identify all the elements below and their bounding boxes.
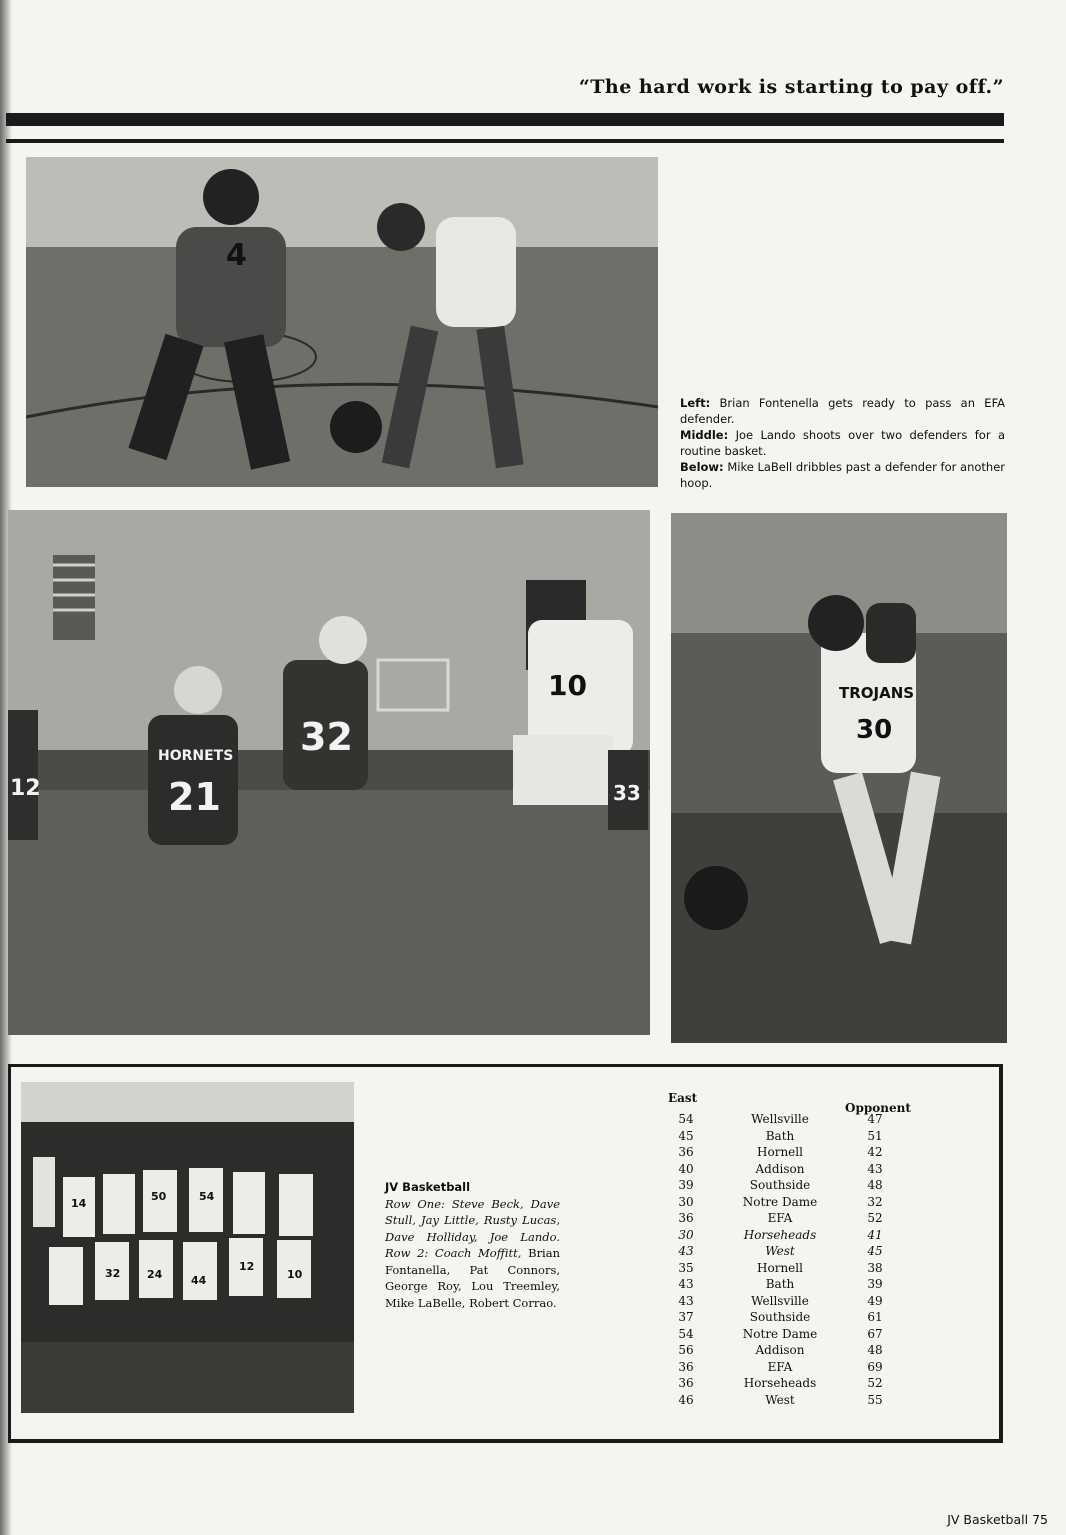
jersey-number-21: 21 <box>168 775 221 819</box>
score-opponent: 48 <box>867 1178 883 1192</box>
score-opponent-name: Addison <box>755 1343 805 1357</box>
jersey-banner-hornets: HORNETS <box>158 748 234 764</box>
score-row <box>650 1243 930 1260</box>
score-opponent: 43 <box>867 1161 883 1176</box>
team-jersey-10: 10 <box>287 1268 303 1281</box>
photo-middle-lando <box>8 510 650 1035</box>
score-row <box>650 1161 930 1178</box>
score-opponent-name: EFA <box>767 1211 793 1225</box>
jv-roster-row-two-label: Row 2: Coach Moffitt, <box>385 1246 522 1260</box>
score-east: 36 <box>678 1145 694 1159</box>
score-opponent: 42 <box>867 1145 883 1159</box>
jersey-number-12: 12 <box>10 776 41 801</box>
score-east: 37 <box>678 1310 694 1324</box>
score-opponent-name: Horseheads <box>743 1227 817 1242</box>
score-east: 43 <box>678 1293 694 1308</box>
footer-page-number: 75 <box>1032 1512 1048 1527</box>
score-row <box>650 1128 930 1145</box>
team-jersey-50: 50 <box>151 1190 167 1203</box>
team-jersey-24: 24 <box>147 1268 163 1281</box>
score-opponent-name: Bath <box>765 1277 795 1291</box>
score-east: 36 <box>678 1211 694 1225</box>
photo-left-fontenella <box>26 157 658 487</box>
score-opponent: 52 <box>867 1376 883 1390</box>
score-opponent-name: Notre Dame <box>742 1194 818 1209</box>
score-opponent: 39 <box>867 1277 883 1291</box>
jersey-number-32: 32 <box>300 715 353 759</box>
score-opponent-name: West <box>765 1244 795 1258</box>
score-opponent-name: Addison <box>755 1161 805 1176</box>
score-east: 56 <box>678 1343 694 1357</box>
score-opponent: 38 <box>867 1260 883 1275</box>
scoreboard-east-header: East <box>668 1091 698 1105</box>
score-opponent-name: Hornell <box>757 1260 803 1275</box>
score-east: 43 <box>678 1244 694 1258</box>
score-east: 43 <box>678 1277 694 1291</box>
score-opponent-name: Horseheads <box>743 1376 817 1390</box>
score-east: 54 <box>678 1112 694 1126</box>
score-row <box>650 1309 930 1326</box>
score-row <box>650 1326 930 1343</box>
jersey-banner-trojans: TROJANS <box>839 684 915 702</box>
score-opponent: 47 <box>867 1112 883 1126</box>
score-opponent: 61 <box>867 1310 883 1324</box>
score-row <box>650 1177 930 1194</box>
score-opponent-name: Southside <box>749 1178 811 1192</box>
score-row <box>650 1293 930 1310</box>
team-jersey-44: 44 <box>191 1274 207 1287</box>
score-opponent-name: Wellsville <box>751 1112 809 1126</box>
score-row <box>650 1375 930 1392</box>
score-east: 54 <box>678 1326 694 1341</box>
jv-roster-title: JV Basketball <box>385 1180 471 1194</box>
footer-section: JV Basketball <box>947 1512 1029 1527</box>
score-row <box>650 1227 930 1244</box>
score-row <box>650 1392 930 1409</box>
score-opponent: 69 <box>867 1359 883 1374</box>
score-opponent: 41 <box>867 1227 883 1242</box>
score-row <box>650 1210 930 1227</box>
score-opponent: 32 <box>867 1194 883 1209</box>
score-east: 36 <box>678 1359 694 1374</box>
score-row <box>650 1359 930 1376</box>
caption-below: Below: Mike LaBell dribbles past a defender for another hoop. <box>680 460 1005 490</box>
caption-left: Left: Brian Fontenella gets ready to pass an EFA defender. <box>680 396 1005 426</box>
score-east: 30 <box>678 1227 694 1242</box>
score-east: 39 <box>678 1178 694 1192</box>
page-footer <box>947 1512 1048 1527</box>
score-east: 35 <box>678 1260 694 1275</box>
score-opponent-name: Wellsville <box>751 1293 809 1308</box>
score-east: 36 <box>678 1376 694 1390</box>
photo-jv-team <box>21 1082 354 1413</box>
scoreboard-opponent-header: Opponent <box>845 1101 911 1115</box>
score-opponent: 52 <box>867 1211 883 1225</box>
score-east: 45 <box>678 1128 694 1143</box>
score-east: 40 <box>678 1161 694 1176</box>
score-row <box>650 1111 930 1128</box>
jv-roster-row-one: Row One: Steve Beck, Dave Stull, Jay Little, Rusty Lucas, Dave Holliday, Joe Lando. <box>385 1196 560 1244</box>
jersey-number-33: 33 <box>613 781 641 805</box>
jersey-number-10: 10 <box>548 669 587 702</box>
header-rule-thin <box>6 139 1004 143</box>
header-rule-thick <box>6 113 1004 126</box>
score-opponent-name: Southside <box>749 1310 811 1324</box>
score-opponent: 51 <box>867 1128 883 1143</box>
score-opponent: 48 <box>867 1343 883 1357</box>
score-row <box>650 1276 930 1293</box>
score-opponent-name: EFA <box>767 1359 793 1374</box>
score-opponent: 55 <box>867 1392 883 1407</box>
score-east: 46 <box>678 1392 694 1407</box>
jersey-number-4: 4 <box>226 238 247 273</box>
score-row <box>650 1194 930 1211</box>
score-opponent-name: Bath <box>765 1128 795 1143</box>
score-row <box>650 1144 930 1161</box>
score-row <box>650 1342 930 1359</box>
photo-captions <box>680 395 1005 491</box>
score-opponent-name: West <box>765 1392 795 1407</box>
jersey-number-30: 30 <box>856 715 893 745</box>
jv-roster-caption <box>385 1179 560 1311</box>
score-opponent-name: Notre Dame <box>742 1326 818 1341</box>
scoreboard-list <box>650 1111 930 1408</box>
page-headline: “The hard work is starting to pay off.” <box>578 76 1004 98</box>
team-jersey-12: 12 <box>239 1260 255 1273</box>
team-jersey-14: 14 <box>71 1197 87 1210</box>
jv-roster-row-two: Brian Fontanella, Pat Connors, George Roy, Lou Treemley, Mike LaBelle, Robert Corrao. <box>385 1246 561 1310</box>
score-opponent: 49 <box>867 1293 883 1308</box>
score-east: 30 <box>678 1194 694 1209</box>
team-jersey-54: 54 <box>199 1190 215 1203</box>
score-opponent: 67 <box>867 1326 883 1341</box>
team-jersey-32: 32 <box>105 1267 121 1280</box>
score-opponent-name: Hornell <box>757 1145 803 1159</box>
photo-right-labell <box>671 513 1007 1043</box>
score-row <box>650 1260 930 1277</box>
caption-middle: Middle: Joe Lando shoots over two defenders for a routine basket. <box>680 428 1005 458</box>
score-opponent: 45 <box>867 1244 883 1258</box>
scoreboard <box>650 1091 930 1407</box>
